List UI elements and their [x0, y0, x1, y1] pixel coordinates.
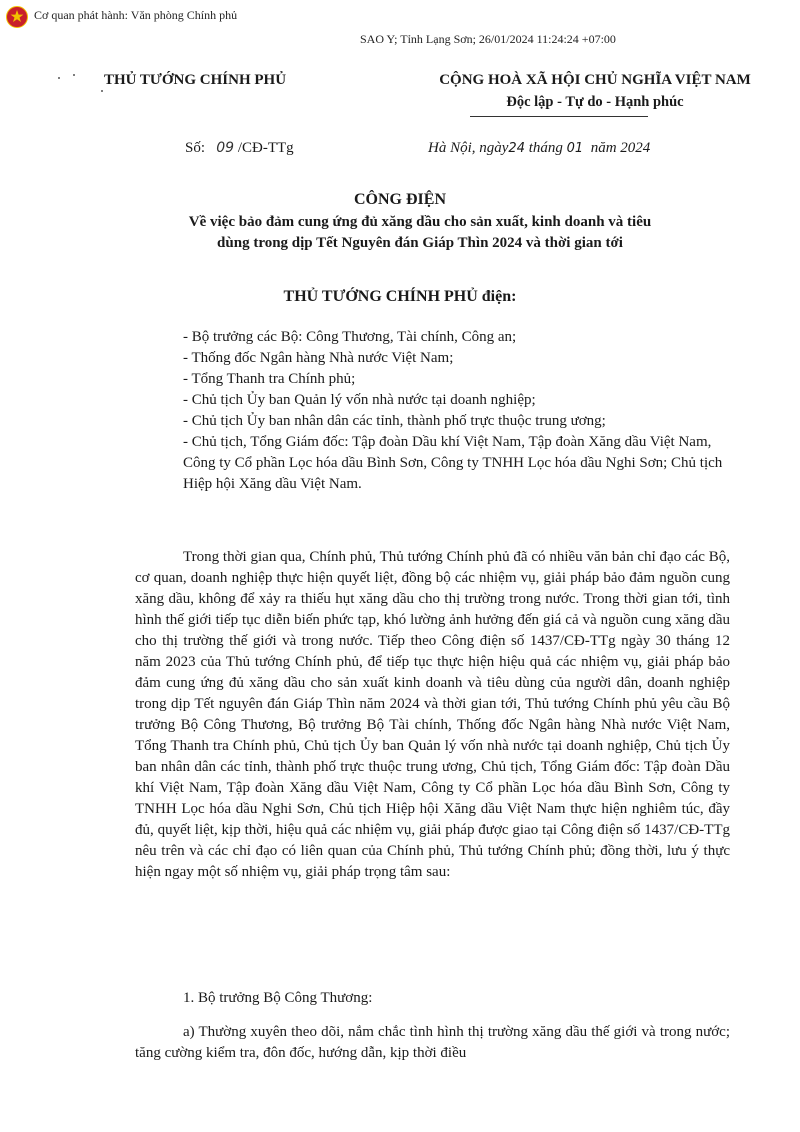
recipient-item: - Bộ trưởng các Bộ: Công Thương, Tài chính, Công an; [183, 329, 517, 345]
date-suffix: năm 2024 [590, 140, 651, 156]
issuer-line: Cơ quan phát hành: Văn phòng Chính phủ [34, 8, 238, 22]
country-name: CỘNG HOÀ XÃ HỘI CHỦ NGHĨA VIỆT NAM [439, 72, 751, 88]
date-day: 24 [508, 141, 525, 156]
document-date [428, 140, 650, 157]
recipient-item: - Thống đốc Ngân hàng Nhà nước Việt Nam; [183, 350, 454, 366]
recipient-item: - Chủ tịch Ủy ban Quản lý vốn nhà nước tại doanh nghiệp; [183, 392, 536, 408]
date-prefix: Hà Nội, ngày [428, 140, 509, 156]
body-text [135, 547, 730, 883]
date-middle: tháng [528, 140, 563, 156]
number-label: Số: [185, 140, 206, 156]
document-subject [100, 212, 740, 254]
number-value: 09 [216, 140, 235, 156]
document-number [185, 140, 294, 157]
section-item-a [135, 1022, 730, 1064]
recipient-item: - Tổng Thanh tra Chính phủ; [183, 371, 356, 387]
national-motto: Độc lập - Tự do - Hạnh phúc [506, 94, 684, 110]
body-paragraph: Trong thời gian qua, Chính phủ, Thủ tướng Chính phủ đã có nhiều văn bản chỉ đạo các Bộ, cơ quan, doanh nghiệp thực hiện quyết liệt, đồng bộ các nhiệm vụ, giải pháp bảo đảm nguồn cung xăng dầu, không để xảy ra thiếu hụt xăng dầu cho thị trường trong nước. Trong thời gian tới, tình hình thế giới tiếp tục diễn biến phức tạp, khó lường ảnh hưởng đến giá cả và nguồn cung xăng dầu cho thị trường thế giới và trong nước. Tiếp theo Công điện số 1437/CĐ-TTg ngày 30 tháng 12 năm 2023 của Thủ tướng Chính phủ, để tiếp tục thực hiện hiệu quả các nhiệm vụ, giải pháp bảo đảm cung ứng đủ xăng dầu cho sản xuất kinh doanh và tiêu dùng của người dân, doanh nghiệp trong dịp Tết nguyên đán Giáp Thìn năm 2024 và thời gian tới, Thủ tướng Chính phủ yêu cầu Bộ trưởng Bộ Công Thương, Bộ trưởng Bộ Tài chính, Thống đốc Ngân hàng Nhà nước Việt Nam, Tổng Thanh tra Chính phủ, Chủ tịch Ủy ban Quản lý vốn nhà nước tại doanh nghiệp, Chủ tịch Ủy ban nhân dân các tỉnh, thành phố trực thuộc trung ương, Chủ tịch, Tổng Giám đốc: Tập đoàn Dầu khí Việt Nam, Tập đoàn Xăng dầu Việt Nam, Công ty Cổ phần Lọc hóa dầu Bình Sơn, Công ty TNHH Lọc hóa dầu Nghi Sơn, Chủ tịch Hiệp hội Xăng dầu Việt Nam thực hiện nghiêm túc, đầy đủ, quyết liệt, kịp thời, hiệu quả các nhiệm vụ, giải pháp được giao tại Công điện số 1437/CĐ-TTg nêu trên và các chỉ đạo có liên quan của Chính phủ, Thủ tướng Chính phủ; đồng thời, lưu ý thực hiện ngay một số nhiệm vụ, giải pháp trọng tâm sau: [135, 549, 730, 880]
directive-heading: THỦ TƯỚNG CHÍNH PHỦ điện: [283, 288, 517, 305]
recipient-item: - Chủ tịch Ủy ban nhân dân các tỉnh, thành phố trực thuộc trung ương; [183, 413, 606, 429]
subject-line-2: dùng trong dịp Tết Nguyên đán Giáp Thìn 2024 và thời gian tới [217, 235, 623, 251]
national-emblem-icon [6, 6, 28, 28]
copy-certification: SAO Y; Tỉnh Lạng Sơn; 26/01/2024 11:24:24 +07:00 [360, 32, 616, 46]
recipient-list [183, 327, 743, 495]
section-heading: 1. Bộ trưởng Bộ Công Thương: [183, 990, 373, 1006]
date-month: 01 [566, 141, 584, 156]
number-suffix: /CĐ-TTg [237, 140, 294, 156]
motto-underline [470, 116, 648, 117]
recipient-item: - Chủ tịch, Tổng Giám đốc: Tập đoàn Dầu khí Việt Nam, Tập đoàn Xăng dầu Việt Nam, Công ty Cổ phần Lọc hóa dầu Bình Sơn, Công ty TNHH Lọc hóa dầu Nghi Sơn; Chủ tịch Hiệp hội Xăng dầu Việt Nam. [183, 434, 723, 492]
item-a-text: a) Thường xuyên theo dõi, nắm chắc tình hình thị trường xăng dầu thế giới và trong nước; tăng cường kiểm tra, đôn đốc, hướng dẫn, kịp thời điều [135, 1024, 730, 1061]
issuing-organization: THỦ TƯỚNG CHÍNH PHỦ [103, 72, 287, 88]
subject-line-1: Về việc bảo đảm cung ứng đủ xăng dầu cho sản xuất, kinh doanh và tiêu [188, 214, 652, 230]
document-type: CÔNG ĐIỆN [353, 191, 446, 208]
